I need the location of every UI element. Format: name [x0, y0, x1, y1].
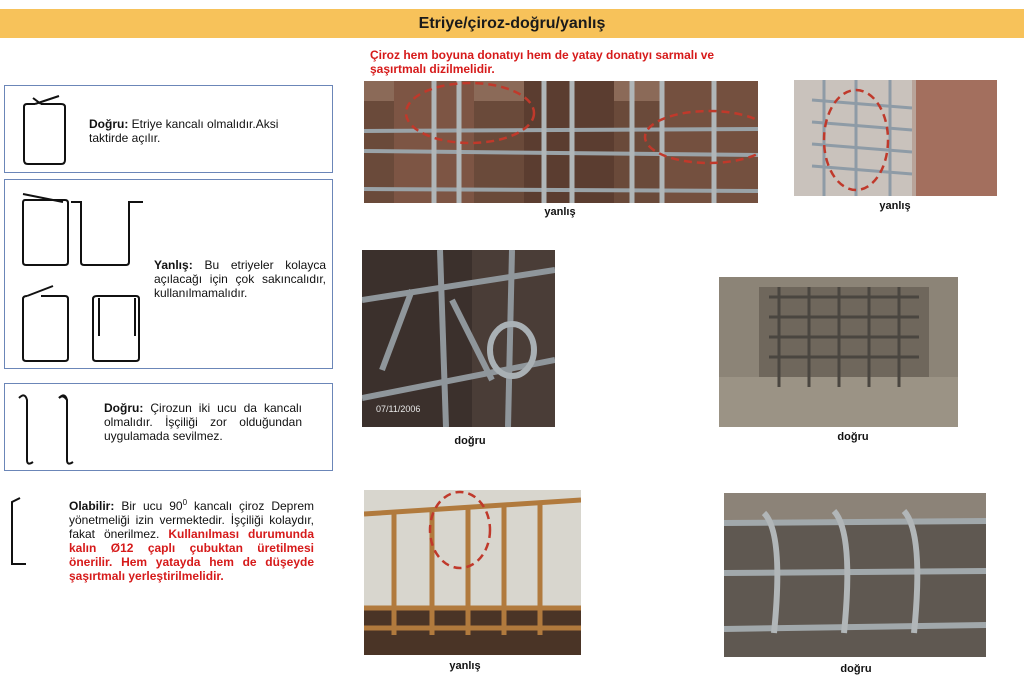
panel-text [89, 117, 289, 145]
rebar-photo-6 [724, 493, 986, 657]
photo-caption: yanlış [879, 200, 911, 212]
rebar-photo-1 [364, 81, 758, 203]
photo-caption: doğru [454, 435, 486, 447]
rebar-photo-4 [719, 277, 958, 427]
panel-label: Doğru: [104, 401, 144, 415]
top-note: Çiroz hem boyuna donatıyı hem de yatay donatıyı sarmalı ve şaşırtmalı dizilmelidir. [370, 48, 715, 76]
title-bar [0, 9, 1024, 38]
degree-superscript: 0 [182, 498, 188, 507]
panel-text [104, 401, 302, 443]
photo-caption: doğru [840, 663, 872, 675]
photo-caption: yanlış [449, 660, 481, 672]
panel-label: Doğru: [89, 117, 129, 131]
panel-correct-stirrup [4, 85, 333, 173]
panel-text [154, 258, 326, 300]
rebar-photo-1-image [364, 81, 758, 203]
panel-correct-tie [4, 383, 333, 471]
single-hooked-tie-icon [6, 494, 36, 566]
rebar-photo-2-image [794, 80, 997, 196]
hooked-stirrup-icon [13, 92, 73, 168]
photo-caption: yanlış [544, 206, 576, 218]
rebar-photo-3-image [362, 250, 555, 427]
panel-label: Olabilir: [69, 499, 115, 513]
unhooked-stirrups-icon [13, 186, 153, 366]
photo-caption: doğru [837, 431, 869, 443]
rebar-photo-3 [362, 250, 555, 427]
rebar-photo-5 [364, 490, 581, 655]
rebar-photo-4-image [719, 277, 958, 427]
panel-body-post: kancalı çiroz Deprem yönetmeliği izin vermektedir. İşçiliği kolaydır, fakat önerilmez. [69, 499, 314, 541]
panel-wrong-stirrups [4, 179, 333, 369]
photo-timestamp: 07/11/2006 [376, 404, 421, 414]
panel-label: Yanlış: [154, 258, 193, 272]
rebar-photo-6-image [724, 493, 986, 657]
panel-text [69, 496, 314, 583]
double-hooked-tie-icon [11, 388, 81, 468]
rebar-photo-5-image [364, 490, 581, 655]
panel-body-pre: Bir ucu 90 [121, 499, 183, 513]
panel-body: Bu etriyeler kolayca açılacağı için çok sakıncalıdır, kullanılmamalıdır. [154, 258, 326, 300]
panel-body: Etriye kancalı olmalıdır.Aksi taktirde açılır. [89, 117, 279, 145]
page-title: Etriye/çiroz-doğru/yanlış [418, 14, 606, 32]
rebar-photo-2 [794, 80, 997, 196]
panel-warning: Kullanılması durumunda kalın Ø12 çaplı çubuktan üretilmesi önerilir. Hem yatayda hem de düşeyde şaşırtmalı yerleştirilmelidir. [69, 527, 315, 583]
panel-acceptable-tie [4, 488, 333, 598]
panel-body: Çirozun iki ucu da kancalı olmalıdır. İşçiliği zor olduğundan uygulamada sevilmez. [104, 401, 302, 443]
